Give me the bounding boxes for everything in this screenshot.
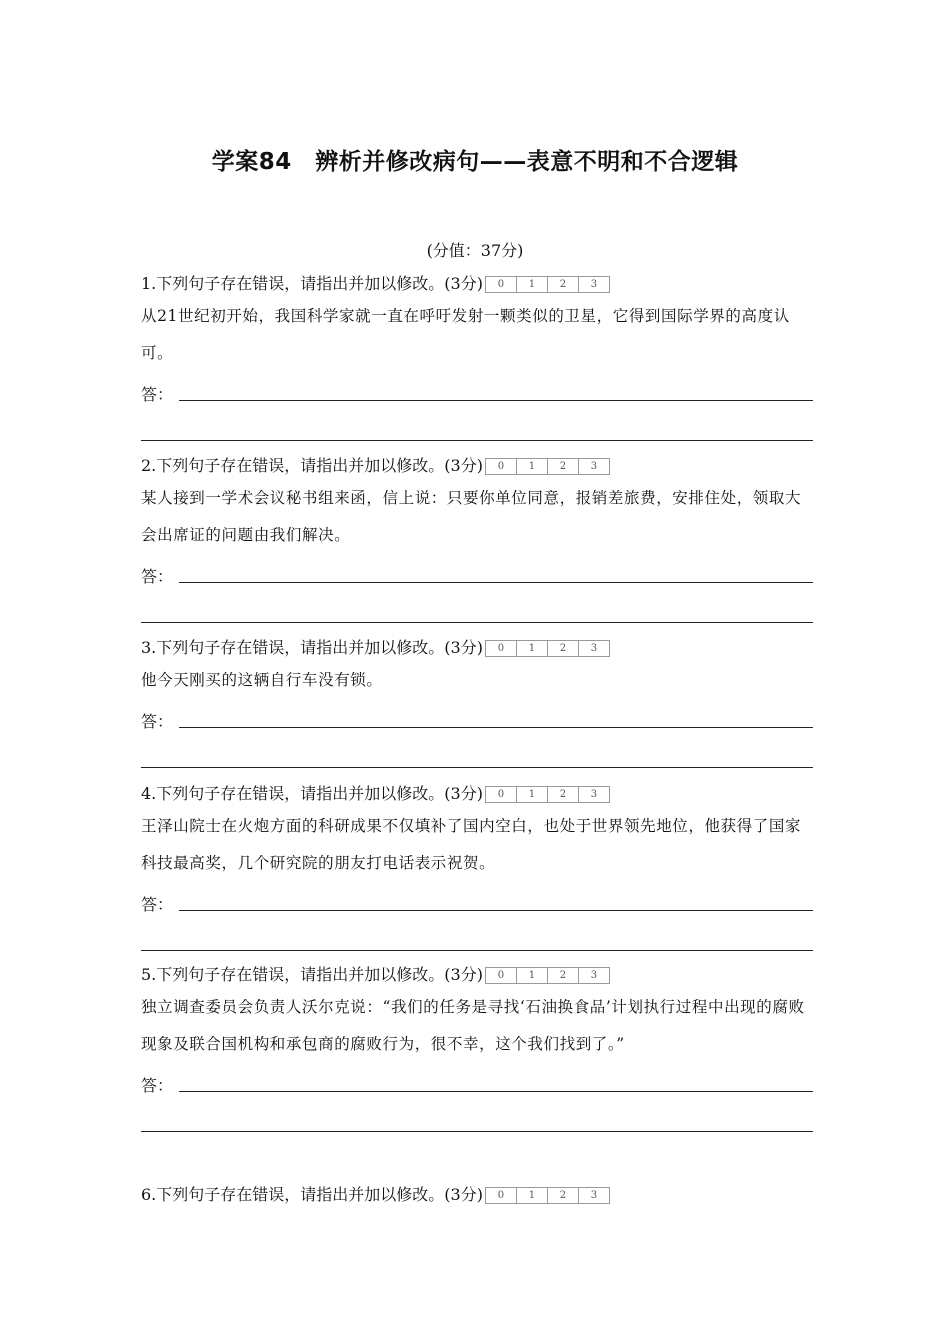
score-option-2[interactable]: 2 [548, 787, 579, 802]
answer-line[interactable] [141, 439, 813, 441]
answer-label: 答： [141, 712, 174, 731]
score-option-2[interactable]: 2 [548, 641, 579, 656]
score-option-3[interactable]: 3 [590, 278, 598, 290]
score-box[interactable] [485, 967, 610, 984]
question-text: 从21世纪初开始，我国科学家就一直在呼吁发射一颗类似的卫星，它得到国际学界的高度认可。 [141, 307, 790, 362]
question-text: 某人接到一学术会议秘书组来函，信上说：只要你单位同意，报销差旅费，安排住处，领取大会出席证的问题由我们解决。 [141, 489, 802, 544]
answer-line[interactable] [179, 909, 813, 911]
score-option-0[interactable]: 0 [486, 641, 517, 656]
score-option-1[interactable]: 1 [517, 1188, 548, 1203]
score-option-0[interactable]: 0 [486, 787, 517, 802]
score-box[interactable] [485, 276, 610, 293]
question-prompt: 5.下列句子存在错误，请指出并加以修改。(3分) [141, 965, 483, 984]
question-5 [141, 962, 813, 1132]
score-option-2[interactable]: 2 [548, 459, 579, 474]
page-title: 学案84 辨析并修改病句——表意不明和不合逻辑 [211, 149, 739, 175]
answer-line[interactable] [141, 1130, 813, 1132]
score-option-3[interactable]: 3 [590, 788, 598, 800]
question-text: 他今天刚买的这辆自行车没有锁。 [141, 671, 383, 689]
answer-line[interactable] [179, 581, 813, 583]
answer-label: 答： [141, 1076, 174, 1095]
score-option-1[interactable]: 1 [517, 459, 548, 474]
answer-label: 答： [141, 385, 174, 404]
score-option-1[interactable]: 1 [517, 277, 548, 292]
score-box[interactable] [485, 786, 610, 803]
question-prompt: 2.下列句子存在错误，请指出并加以修改。(3分) [141, 456, 483, 475]
answer-line[interactable] [141, 621, 813, 623]
question-prompt: 3.下列句子存在错误，请指出并加以修改。(3分) [141, 638, 483, 657]
question-prompt: 1.下列句子存在错误，请指出并加以修改。(3分) [141, 274, 483, 293]
score-option-2[interactable]: 2 [548, 277, 579, 292]
score-option-2[interactable]: 2 [548, 968, 579, 983]
answer-line[interactable] [179, 1090, 813, 1092]
question-1 [141, 271, 813, 441]
score-option-3[interactable]: 3 [590, 642, 598, 654]
question-4 [141, 781, 813, 951]
score-option-0[interactable]: 0 [486, 1188, 517, 1203]
answer-line[interactable] [179, 726, 813, 728]
question-prompt: 4.下列句子存在错误，请指出并加以修改。(3分) [141, 784, 483, 803]
score-option-2[interactable]: 2 [548, 1188, 579, 1203]
score-option-3[interactable]: 3 [590, 969, 598, 981]
score-total: (分值：37分) [426, 241, 524, 260]
question-6 [141, 1182, 813, 1208]
score-box[interactable] [485, 640, 610, 657]
question-2 [141, 453, 813, 623]
question-text: 独立调查委员会负责人沃尔克说：“我们的任务是寻找‘石油换食品’计划执行过程中出现的腐败现象及联合国机构和承包商的腐败行为，很不幸，这个我们找到了。” [141, 998, 805, 1053]
score-option-3[interactable]: 3 [590, 1189, 598, 1201]
question-text: 王泽山院士在火炮方面的科研成果不仅填补了国内空白，也处于世界领先地位，他获得了国家科技最高奖，几个研究院的朋友打电话表示祝贺。 [141, 817, 802, 872]
score-option-0[interactable]: 0 [486, 459, 517, 474]
score-option-1[interactable]: 1 [517, 968, 548, 983]
score-option-1[interactable]: 1 [517, 641, 548, 656]
question-prompt: 6.下列句子存在错误，请指出并加以修改。(3分) [141, 1185, 483, 1204]
question-3 [141, 635, 813, 768]
answer-line[interactable] [141, 766, 813, 768]
score-option-0[interactable]: 0 [486, 277, 517, 292]
answer-label: 答： [141, 895, 174, 914]
score-option-0[interactable]: 0 [486, 968, 517, 983]
score-option-1[interactable]: 1 [517, 787, 548, 802]
score-box[interactable] [485, 458, 610, 475]
answer-label: 答： [141, 567, 174, 586]
answer-line[interactable] [179, 399, 813, 401]
score-option-3[interactable]: 3 [590, 460, 598, 472]
answer-line[interactable] [141, 949, 813, 951]
score-box[interactable] [485, 1187, 610, 1204]
